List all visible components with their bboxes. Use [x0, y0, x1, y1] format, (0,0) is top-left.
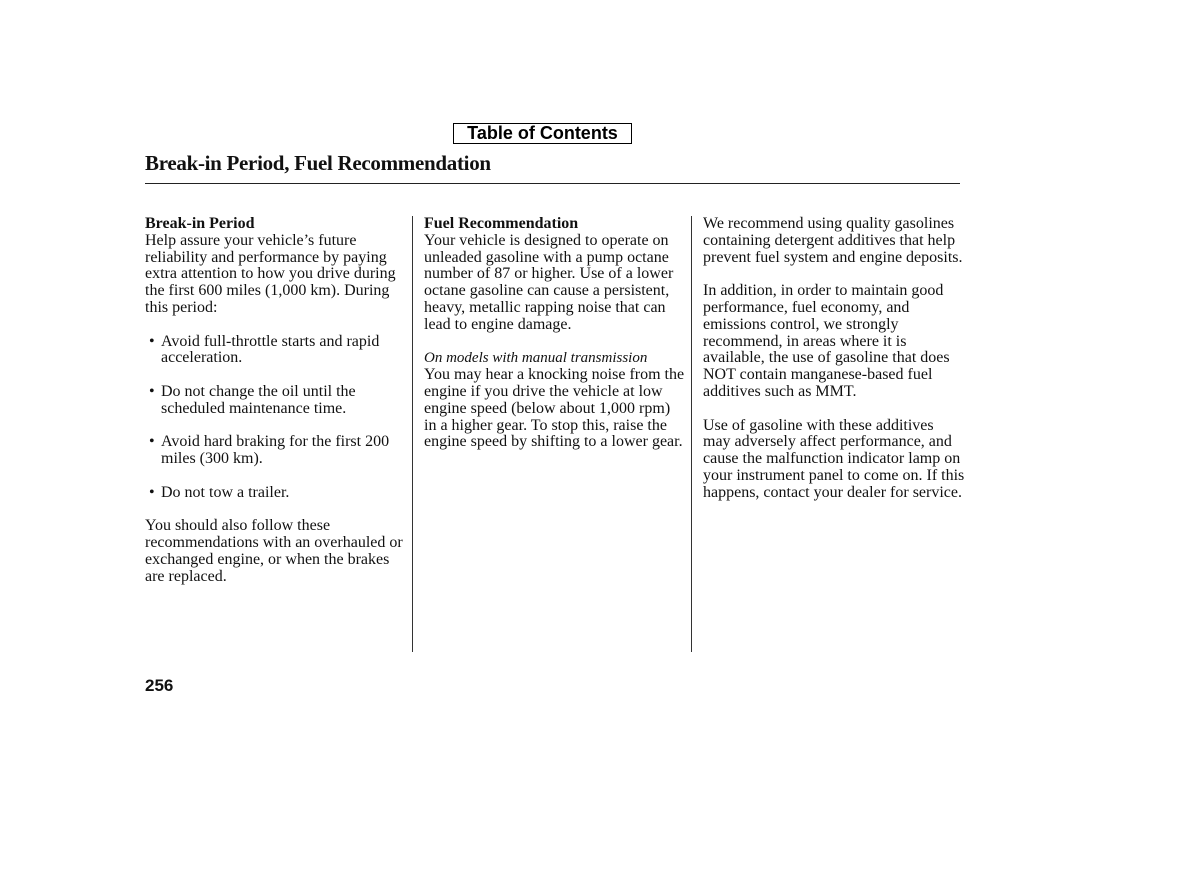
break-in-bullet-list	[145, 334, 407, 502]
column-fuel-additives	[703, 216, 965, 502]
list-item: • Avoid hard braking for the first 200 miles (300 km).	[149, 433, 390, 468]
break-in-intro: Help assure your vehicle’s future reliability and performance by paying extra attention to how you drive during the first 600 miles (1,000 km). During this period:	[145, 231, 396, 316]
section-heading-break-in: Break-in Period	[145, 215, 255, 232]
bullet-icon: •	[149, 433, 155, 451]
page-title: Break-in Period, Fuel Recommendation	[145, 151, 491, 175]
additives-paragraph-1: We recommend using quality gasolines containing detergent additives that help prevent fuel system and engine deposits.	[703, 215, 963, 266]
column-break-in-period	[145, 216, 407, 586]
page-number: 256	[145, 676, 174, 695]
column-divider	[412, 216, 413, 652]
model-note: On models with manual transmission	[424, 350, 648, 367]
additives-paragraph-3: Use of gasoline with these additives may adversely affect performance, and cause the malfunction indicator lamp on your instrument panel to come on. If this happens, contact your dealer for service.	[703, 416, 965, 501]
title-divider	[145, 183, 960, 184]
additives-paragraph-2: In addition, in order to maintain good performance, fuel economy, and emissions control, we strongly recommend, in areas where it is available, the use of gasoline that does NOT contain manganese-based fuel additives such as MMT.	[703, 282, 950, 400]
table-of-contents-button[interactable]: Table of Contents	[453, 123, 632, 144]
fuel-paragraph-2: You may hear a knocking noise from the engine if you drive the vehicle at low engine speed (below about 1,000 rpm) in a higher gear. To stop this, raise the engine speed by shifting to a lower gear.	[424, 366, 685, 451]
list-item: • Avoid full-throttle starts and rapid acceleration.	[149, 332, 380, 367]
column-divider	[691, 216, 692, 652]
break-in-closing: You should also follow these recommendations with an overhauled or exchanged engine, or when the brakes are replaced.	[145, 517, 403, 585]
list-item: • Do not change the oil until the scheduled maintenance time.	[149, 382, 356, 417]
list-item: • Do not tow a trailer.	[149, 483, 290, 501]
column-fuel-recommendation	[424, 216, 686, 451]
section-heading-fuel: Fuel Recommendation	[424, 215, 579, 232]
bullet-icon: •	[149, 382, 155, 400]
bullet-icon: •	[149, 483, 155, 501]
fuel-paragraph-1: Your vehicle is designed to operate on unleaded gasoline with a pump octane number of 87 or higher. Use of a lower octane gasoline can cause a persistent, heavy, metallic rapping noise that can lead to engine damage.	[424, 231, 674, 333]
bullet-icon: •	[149, 332, 155, 350]
